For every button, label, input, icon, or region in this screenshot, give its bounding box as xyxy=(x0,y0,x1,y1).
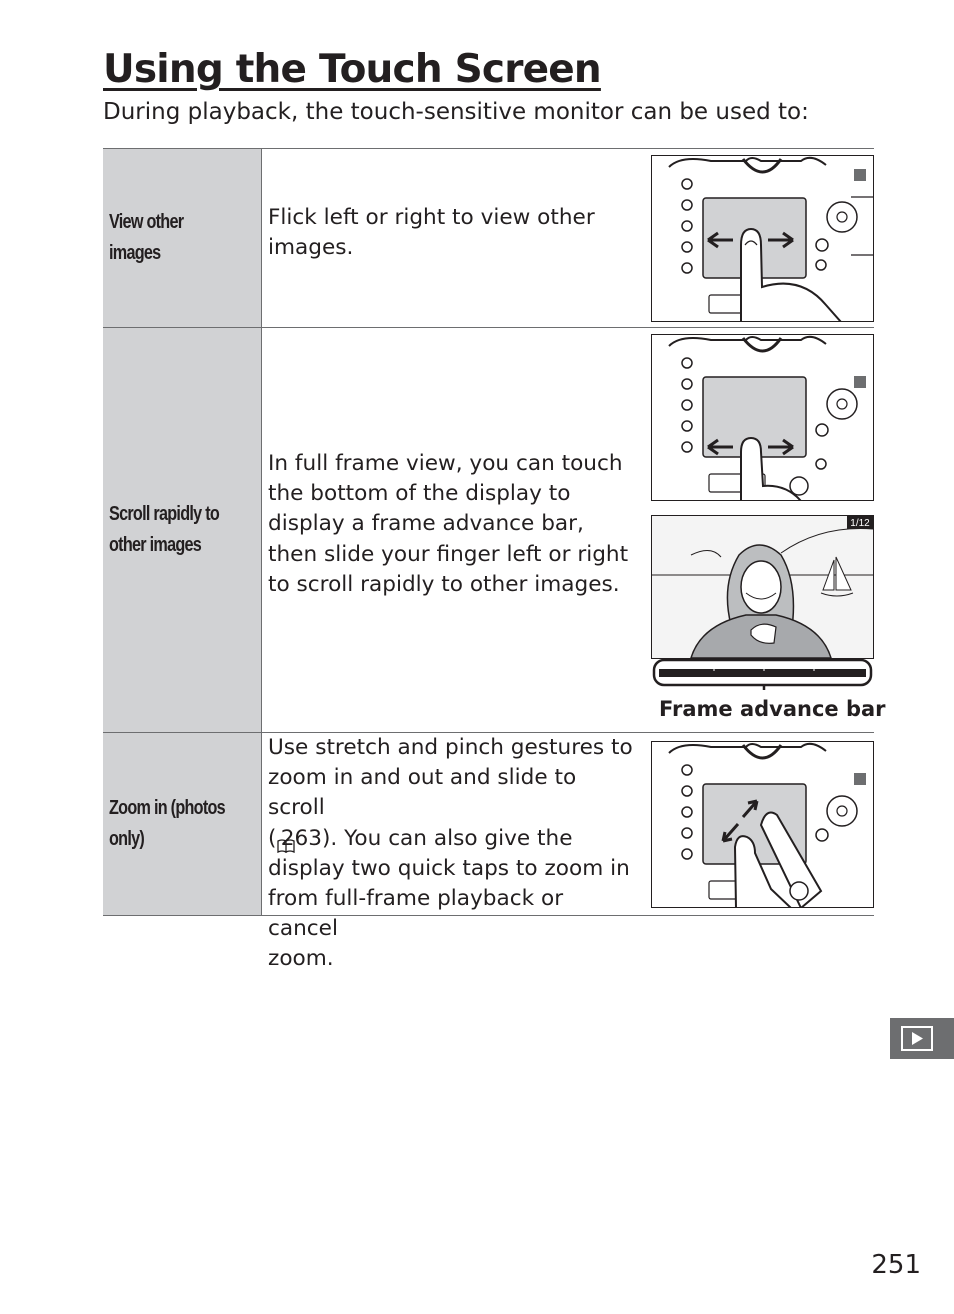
row-label: View other images xyxy=(103,149,262,327)
touch-gesture-table xyxy=(103,148,886,972)
row-description: In full frame view, you can touch the bottom of the display to display a frame advance bar, then slide your finger left or right to scroll rapidly to other images. xyxy=(268,451,629,597)
book-reference-icon xyxy=(277,832,295,846)
page-number: 251 xyxy=(871,1250,921,1280)
frame-advance-screen xyxy=(651,515,874,690)
table-row xyxy=(103,733,874,972)
row-label: Scroll rapidly to other images xyxy=(103,328,262,732)
row-description: Use stretch and pinch gestures to zoom in and out and slide to scroll ( 263). You can also give the display two quick taps to zoom in from full-frame playback or cancel zoom. xyxy=(268,735,633,972)
camera-slide-illustration xyxy=(651,334,874,501)
camera-flick-illustration xyxy=(651,155,874,322)
table-row xyxy=(103,328,886,733)
playback-section-tab xyxy=(890,1018,954,1059)
frame-advance-bar-caption: Frame advance bar xyxy=(659,697,886,721)
intro-text: During playback, the touch-sensitive monitor can be used to: xyxy=(103,99,809,125)
playback-icon xyxy=(890,1018,954,1059)
image-counter: 1/12 xyxy=(850,518,870,529)
row-label: Zoom in (photos only) xyxy=(103,733,262,915)
table-row xyxy=(103,149,874,328)
page-title: Using the Touch Screen xyxy=(103,47,601,92)
row-description: Flick left or right to view other images. xyxy=(268,205,595,261)
camera-pinch-illustration xyxy=(651,741,874,908)
